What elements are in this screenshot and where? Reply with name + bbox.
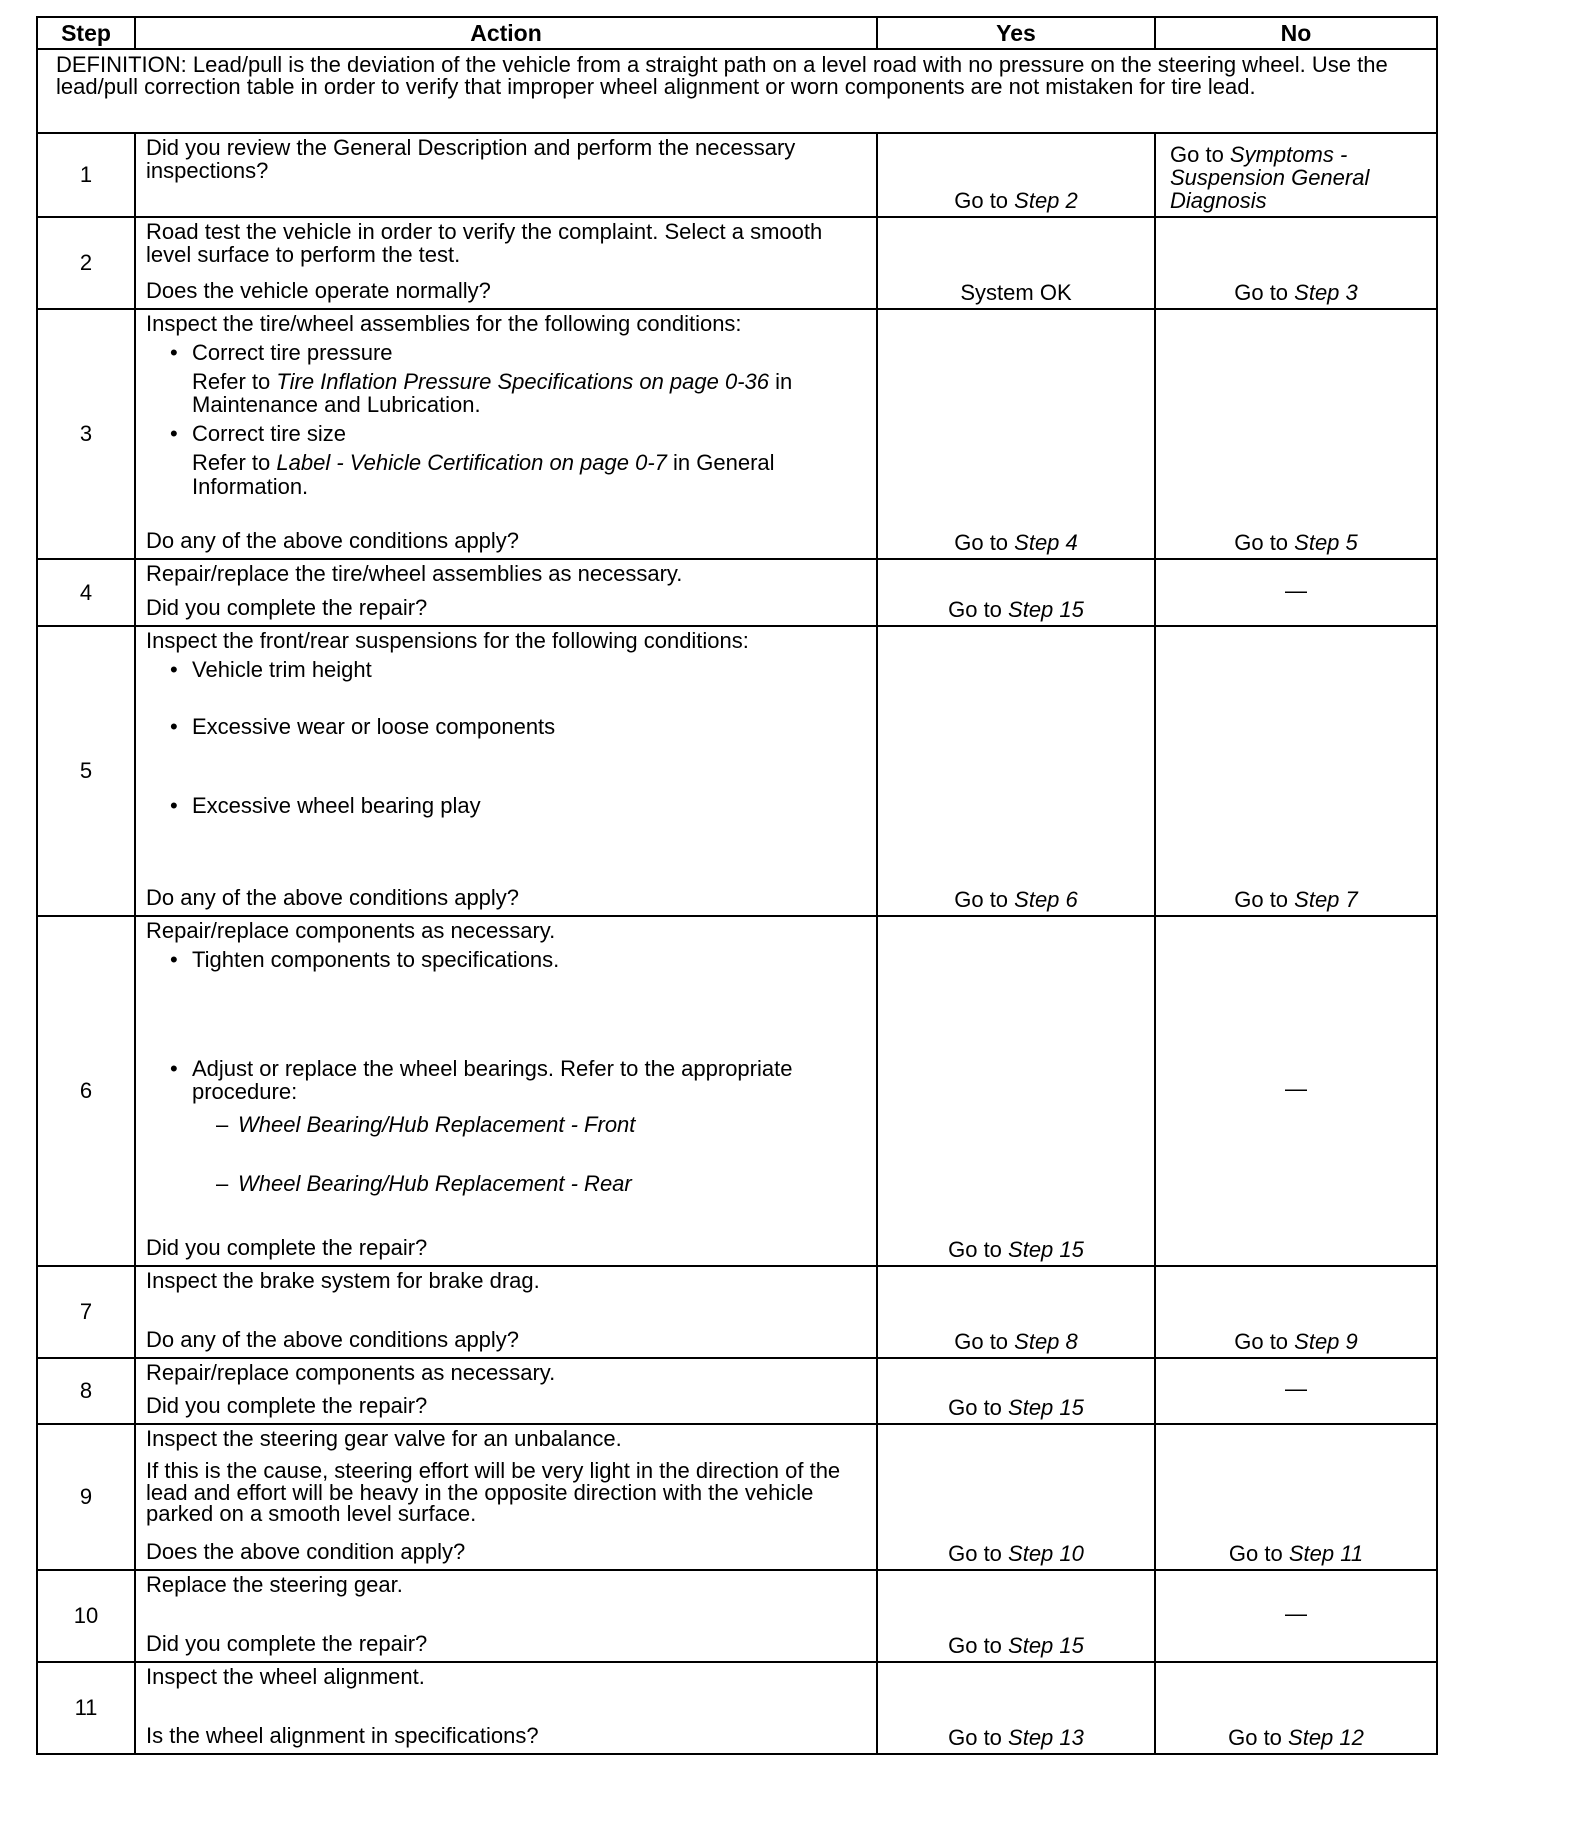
- bullet-item: • Excessive wear or loose components: [146, 715, 868, 738]
- no-answer: Go to Step 11: [1155, 1424, 1437, 1570]
- no-step-ref[interactable]: Step 3: [1294, 279, 1358, 305]
- action-question: Did you complete the repair?: [146, 1234, 428, 1260]
- no-answer: —: [1155, 1570, 1437, 1662]
- yes-answer: Go to Step 4: [877, 309, 1155, 559]
- yes-answer: Go to Step 10: [877, 1424, 1155, 1570]
- no-answer: Go to Step 3: [1155, 217, 1437, 309]
- yes-answer: Go to Step 15: [877, 916, 1155, 1266]
- step-number: 11: [37, 1662, 135, 1754]
- yes-answer: Go to Step 2: [877, 133, 1155, 217]
- step-number: 4: [37, 559, 135, 626]
- yes-answer: Go to Step 8: [877, 1266, 1155, 1358]
- action-question: Do any of the above conditions apply?: [146, 1326, 520, 1352]
- no-answer: —: [1155, 559, 1437, 626]
- no-answer: Go to Symptoms - Suspension General Diagnosis: [1155, 133, 1437, 217]
- action-cell: [135, 1424, 877, 1570]
- action-text: Road test the vehicle in order to verify the complaint. Select a smooth level surface to perform the test.: [146, 219, 823, 268]
- action-cell: [135, 309, 877, 559]
- table-row-step-10: [37, 1570, 1437, 1662]
- header-action: Action: [135, 17, 877, 49]
- action-text: Repair/replace the tire/wheel assemblies as necessary.: [146, 561, 683, 586]
- action-question: Do any of the above conditions apply?: [146, 884, 520, 910]
- table-row-step-8: [37, 1358, 1437, 1424]
- reference-link[interactable]: Tire Inflation Pressure Specifications on page 0-36: [276, 369, 770, 395]
- no-answer: —: [1155, 1358, 1437, 1424]
- action-question: Did you complete the repair?: [146, 594, 428, 620]
- action-question: Did you complete the repair?: [146, 1630, 428, 1656]
- action-cell: [135, 559, 877, 626]
- table-row-step-5: [37, 626, 1437, 916]
- action-text: Inspect the brake system for brake drag.: [146, 1268, 540, 1293]
- no-answer: Go to Step 5: [1155, 309, 1437, 559]
- action-cell: [135, 1266, 877, 1358]
- yes-step-ref[interactable]: Step 10: [1008, 1540, 1084, 1566]
- action-question: Is the wheel alignment in specifications?: [146, 1722, 539, 1748]
- bullet-item: • Tighten components to specifications.: [146, 948, 868, 971]
- definition-row: [37, 49, 1437, 133]
- bullet-item: • Correct tire size: [146, 422, 868, 445]
- table-row-step-7: [37, 1266, 1437, 1358]
- step-number: 6: [37, 916, 135, 1266]
- no-step-ref[interactable]: Step 11: [1288, 1540, 1364, 1566]
- bullet-item: • Vehicle trim height: [146, 658, 868, 681]
- table-row-step-4: [37, 559, 1437, 626]
- action-cell: [135, 133, 877, 217]
- header-step: Step: [37, 17, 135, 49]
- step-number: 7: [37, 1266, 135, 1358]
- no-answer: —: [1155, 916, 1437, 1266]
- no-answer: Go to Step 9: [1155, 1266, 1437, 1358]
- no-step-ref[interactable]: Step 9: [1294, 1328, 1358, 1354]
- no-step-ref[interactable]: Step 5: [1294, 529, 1358, 555]
- yes-step-ref[interactable]: Step 4: [1014, 529, 1078, 555]
- yes-step-ref[interactable]: Step 15: [1008, 596, 1084, 622]
- action-question: Did you complete the repair?: [146, 1392, 428, 1418]
- yes-answer: Go to Step 6: [877, 626, 1155, 916]
- step-number: 10: [37, 1570, 135, 1662]
- reference-text: Refer to Tire Inflation Pressure Specifications on page 0-36 in Maintenance and Lubrication.: [192, 369, 793, 418]
- action-question: Does the above condition apply?: [146, 1538, 466, 1564]
- yes-answer: Go to Step 15: [877, 1358, 1155, 1424]
- table-row-step-9: [37, 1424, 1437, 1570]
- action-cell: [135, 1358, 877, 1424]
- table-row-step-1: [37, 133, 1437, 217]
- action-question: Does the vehicle operate normally?: [146, 277, 491, 303]
- action-cell: [135, 1662, 877, 1754]
- bullet-item: • Adjust or replace the wheel bearings. Refer to the appropriate procedure:: [146, 1057, 868, 1103]
- no-answer: Go to Step 7: [1155, 626, 1437, 916]
- action-text: Inspect the front/rear suspensions for the following conditions:: [146, 628, 749, 653]
- lead-pull-diagnostic-table: [36, 16, 1438, 1755]
- procedure-link[interactable]: – Wheel Bearing/Hub Replacement - Front: [146, 1113, 868, 1136]
- definition-text: DEFINITION: Lead/pull is the deviation of the vehicle from a straight path on a level road with no pressure on the steering wheel. Use the lead/pull correction table in order to verify that improper wheel alignment or worn components are not mistaken for tire lead.: [37, 49, 1437, 133]
- reference-text: Refer to Label - Vehicle Certification on page 0-7 in General Information.: [192, 450, 775, 499]
- diagnostic-table-container: [36, 16, 1438, 1755]
- bullet-item: • Excessive wheel bearing play: [146, 794, 868, 817]
- step-number: 5: [37, 626, 135, 916]
- action-text: Inspect the wheel alignment.: [146, 1664, 425, 1689]
- action-text: Repair/replace components as necessary.: [146, 1360, 556, 1385]
- yes-step-ref[interactable]: Step 6: [1014, 886, 1078, 912]
- no-step-ref[interactable]: Symptoms - Suspension General Diagnosis: [1170, 141, 1370, 213]
- action-cell: [135, 217, 877, 309]
- action-text: Inspect the tire/wheel assemblies for the following conditions:: [146, 311, 742, 336]
- yes-step-ref[interactable]: Step 2: [1014, 187, 1078, 213]
- no-step-ref[interactable]: Step 12: [1288, 1724, 1364, 1750]
- action-cell: [135, 1570, 877, 1662]
- yes-answer: Go to Step 15: [877, 559, 1155, 626]
- step-number: 2: [37, 217, 135, 309]
- action-cell: [135, 916, 877, 1266]
- table-row-step-6: [37, 916, 1437, 1266]
- action-text: Repair/replace components as necessary.: [146, 918, 556, 943]
- header-row: [37, 17, 1437, 49]
- yes-step-ref[interactable]: Step 15: [1008, 1632, 1084, 1658]
- action-text: Inspect the steering gear valve for an unbalance.: [146, 1426, 622, 1451]
- no-step-ref[interactable]: Step 7: [1294, 886, 1358, 912]
- yes-answer[interactable]: System OK: [877, 217, 1155, 309]
- bullet-item: • Correct tire pressure: [146, 341, 868, 364]
- yes-answer: Go to Step 13: [877, 1662, 1155, 1754]
- step-number: 3: [37, 309, 135, 559]
- action-text: Did you review the General Description and perform the necessary inspections?: [146, 135, 796, 184]
- header-yes: Yes: [877, 17, 1155, 49]
- action-text: Replace the steering gear.: [146, 1572, 403, 1597]
- header-no: No: [1155, 17, 1437, 49]
- yes-step-ref[interactable]: Step 8: [1014, 1328, 1078, 1354]
- action-detail: If this is the cause, steering effort will be very light in the direction of the lead and effort will be heavy in the opposite direction with the vehicle parked on a smooth level surface.: [146, 1458, 841, 1527]
- reference-link[interactable]: Label - Vehicle Certification on page 0-7: [276, 450, 667, 476]
- step-number: 9: [37, 1424, 135, 1570]
- action-question: Do any of the above conditions apply?: [146, 527, 520, 553]
- table-row-step-11: [37, 1662, 1437, 1754]
- no-answer: Go to Step 12: [1155, 1662, 1437, 1754]
- action-cell: [135, 626, 877, 916]
- step-number: 8: [37, 1358, 135, 1424]
- yes-step-ref[interactable]: Step 13: [1008, 1724, 1084, 1750]
- table-row-step-2: [37, 217, 1437, 309]
- yes-step-ref[interactable]: Step 15: [1008, 1236, 1084, 1262]
- table-row-step-3: [37, 309, 1437, 559]
- procedure-link[interactable]: – Wheel Bearing/Hub Replacement - Rear: [146, 1172, 868, 1195]
- step-number: 1: [37, 133, 135, 217]
- yes-answer: Go to Step 15: [877, 1570, 1155, 1662]
- yes-step-ref[interactable]: Step 15: [1008, 1394, 1084, 1420]
